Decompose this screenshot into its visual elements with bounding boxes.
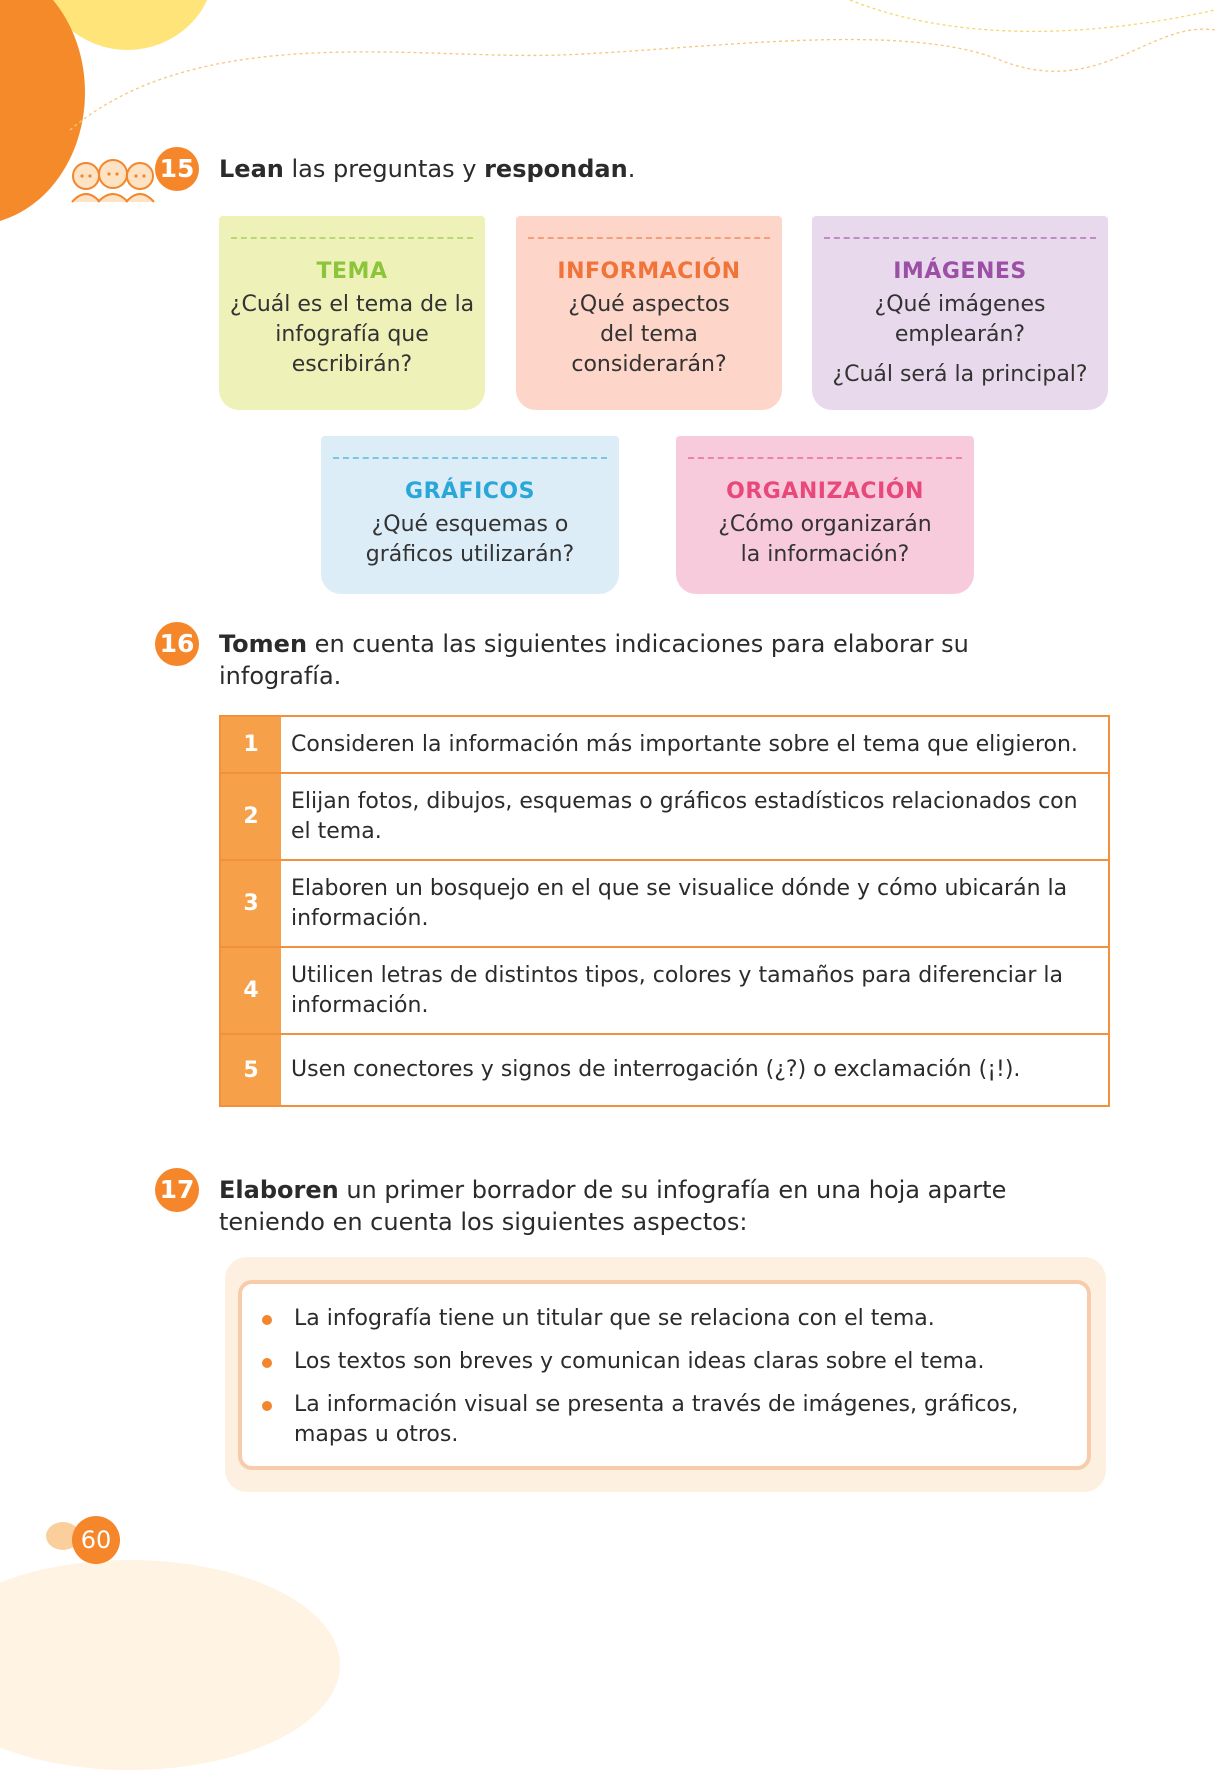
card-dash-divider — [333, 457, 607, 459]
page-number: 60 — [72, 1516, 120, 1564]
card-dash-divider — [528, 237, 770, 239]
card-imagenes — [812, 216, 1108, 410]
card-informacion — [516, 216, 782, 410]
card-question: ¿Cuál es el tema de la infografía que escribirán? — [229, 292, 475, 377]
step-number: 5 — [221, 1035, 281, 1105]
card-title: ORGANIZACIÓN — [726, 479, 924, 504]
step-number: 2 — [221, 774, 281, 859]
bullet-dot-icon — [262, 1358, 272, 1368]
table-row — [221, 1033, 1108, 1105]
card-dash-divider — [688, 457, 962, 459]
card-title: IMÁGENES — [893, 259, 1027, 284]
table-row — [221, 772, 1108, 859]
card-dash-divider — [824, 237, 1096, 239]
card-organizacion — [676, 436, 974, 594]
decorative-dashed-lines — [0, 0, 1215, 140]
step-number: 1 — [221, 717, 281, 772]
activity-number-17: 17 — [155, 1168, 199, 1212]
step-text: Utilicen letras de distintos tipos, colores y tamaños para diferenciar la información. — [291, 963, 1064, 1018]
card-graficos — [321, 436, 619, 594]
children-group-icon — [68, 150, 158, 205]
table-row — [221, 946, 1108, 1033]
card-title: TEMA — [316, 259, 388, 284]
activity-16-instruction: Tomen en cuenta las siguientes indicaciones para elaborar su infografía. — [219, 630, 969, 690]
activity-15-instruction: Lean las preguntas y respondan. — [219, 155, 636, 183]
activity-17-instruction: Elaboren un primer borrador de su infografía en una hoja aparte teniendo en cuenta los siguientes aspectos: — [219, 1176, 1007, 1236]
bullet-dot-icon — [262, 1401, 272, 1411]
step-text: Consideren la información más importante sobre el tema que eligieron. — [291, 732, 1078, 757]
card-question: ¿Qué esquemas o gráficos utilizarán? — [365, 512, 575, 567]
activity-number-16: 16 — [155, 622, 199, 666]
table-row — [221, 717, 1108, 772]
card-question: ¿Qué imágenes emplearán? — [874, 292, 1046, 347]
card-question: ¿Qué aspectos del tema considerarán? — [568, 292, 730, 377]
decorative-bottom-glow — [0, 1560, 340, 1770]
step-number: 3 — [221, 861, 281, 946]
step-number: 4 — [221, 948, 281, 1033]
step-text: Usen conectores y signos de interrogación (¿?) o exclamación (¡!). — [291, 1057, 1021, 1082]
card-title: GRÁFICOS — [405, 479, 535, 504]
card-title: INFORMACIÓN — [557, 259, 741, 284]
card-tema — [219, 216, 485, 410]
activity-number-15: 15 — [155, 147, 199, 191]
step-text: Elaboren un bosquejo en el que se visualice dónde y cómo ubicarán la información. — [291, 876, 1068, 931]
card-question-secondary: ¿Cuál será la principal? — [832, 362, 1088, 387]
card-question: ¿Cómo organizarán la información? — [718, 512, 932, 567]
step-text: Elijan fotos, dibujos, esquemas o gráficos estadísticos relacionados con el tema. — [291, 789, 1078, 844]
steps-table — [219, 715, 1110, 1107]
card-dash-divider — [231, 237, 473, 239]
table-row — [221, 859, 1108, 946]
bullet-dot-icon — [262, 1315, 272, 1325]
